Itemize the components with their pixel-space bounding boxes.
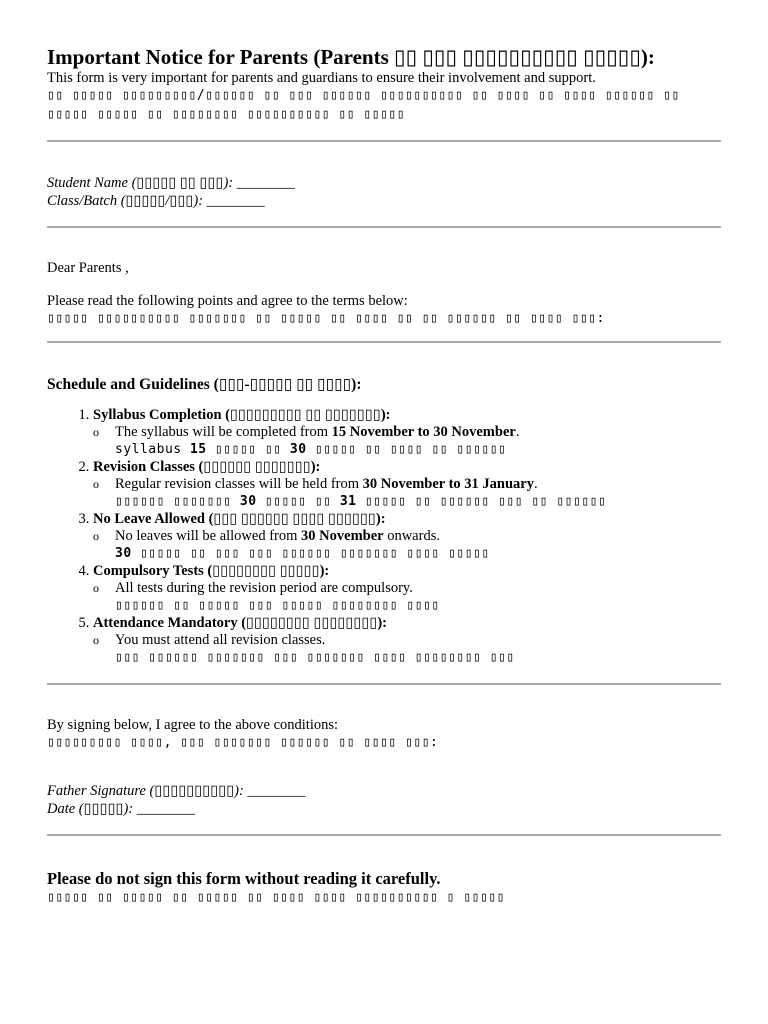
detail-hindi-part: ▯▯▯▯▯▯ ▯▯▯▯▯▯▯ bbox=[115, 494, 240, 509]
intro-hindi-line-1: ▯▯ ▯▯▯▯▯ ▯▯▯▯▯▯▯▯▯/▯▯▯▯▯▯ ▯▯ ▯▯▯ ▯▯▯▯▯▯ ▯▯▯▯▯▯▯▯▯▯ ▯▯ ▯▯▯▯ ▯▯ ▯▯▯▯ ▯▯▯▯▯▯ ▯▯ bbox=[47, 88, 680, 103]
student-name-field[interactable]: Student Name (▯▯▯▯▯ ▯▯ ▯▯▯): ________ bbox=[47, 175, 295, 191]
read-instruction-english: Please read the following points and agree to the terms below: bbox=[47, 293, 408, 309]
intro-hindi-line-2: ▯▯▯▯▯ ▯▯▯▯▯ ▯▯ ▯▯▯▯▯▯▯▯ ▯▯▯▯▯▯▯▯▯▯ ▯▯ ▯▯▯▯▯ bbox=[47, 107, 406, 122]
signature-block bbox=[47, 782, 721, 818]
schedule-item-detail bbox=[115, 424, 721, 459]
detail-hindi-part: syllabus bbox=[115, 442, 190, 457]
detail-english-part: You must attend all revision classes. bbox=[115, 632, 326, 648]
detail-hindi-part: 15 bbox=[189, 442, 207, 457]
schedule-item bbox=[93, 407, 721, 459]
detail-hindi-part: 30 bbox=[239, 494, 257, 509]
detail-hindi-part: ▯▯▯▯▯ ▯▯ ▯▯▯▯ ▯▯ ▯▯▯▯▯▯ bbox=[306, 442, 507, 457]
detail-english-part: No leaves will be allowed from bbox=[115, 528, 302, 544]
detail-english-part: . bbox=[515, 424, 520, 440]
schedule-item-details bbox=[93, 476, 721, 511]
detail-english-part: 30 November to 31 January bbox=[362, 476, 534, 492]
detail-hindi-part: 30 bbox=[115, 546, 132, 561]
detail-english-part: The syllabus will be completed from bbox=[115, 424, 332, 440]
read-instruction-hindi: ▯▯▯▯▯ ▯▯▯▯▯▯▯▯▯▯ ▯▯▯▯▯▯▯ ▯▯ ▯▯▯▯▯ ▯▯ ▯▯▯▯ ▯▯ ▯▯ ▯▯▯▯▯▯ ▯▯ ▯▯▯▯ ▯▯▯: bbox=[47, 311, 605, 326]
detail-english bbox=[115, 580, 721, 597]
class-batch-field[interactable]: Class/Batch (▯▯▯▯▯/▯▯▯): ________ bbox=[47, 193, 265, 209]
schedule-item-detail bbox=[115, 476, 721, 511]
detail-english-part: 15 November to 30 November bbox=[331, 424, 516, 440]
schedule-item-title: Revision Classes (▯▯▯▯▯▯ ▯▯▯▯▯▯▯): bbox=[93, 459, 321, 475]
warning-english: Please do not sign this form without reading it carefully. bbox=[47, 869, 441, 888]
schedule-item-title: Syllabus Completion (▯▯▯▯▯▯▯▯▯ ▯▯ ▯▯▯▯▯▯▯): bbox=[93, 407, 391, 423]
schedule-item-detail bbox=[115, 580, 721, 615]
intro-english: This form is very important for parents and guardians to ensure their involvement and support. bbox=[47, 70, 596, 86]
detail-hindi bbox=[115, 441, 721, 459]
detail-english-part: Regular revision classes will be held from bbox=[115, 476, 363, 492]
agreement-hindi: ▯▯▯▯▯▯▯▯▯ ▯▯▯▯, ▯▯▯ ▯▯▯▯▯▯▯ ▯▯▯▯▯▯ ▯▯ ▯▯▯▯ ▯▯▯: bbox=[47, 735, 439, 750]
schedule-heading: Schedule and Guidelines (▯▯▯-▯▯▯▯▯ ▯▯ ▯▯▯▯): bbox=[47, 376, 362, 393]
detail-hindi bbox=[115, 649, 721, 667]
schedule-list bbox=[47, 407, 721, 667]
warning-hindi: ▯▯▯▯▯ ▯▯ ▯▯▯▯▯ ▯▯ ▯▯▯▯▯ ▯▯ ▯▯▯▯ ▯▯▯▯ ▯▯▯▯▯▯▯▯▯▯ ▯ ▯▯▯▯▯ bbox=[47, 890, 505, 905]
detail-english bbox=[115, 632, 721, 649]
detail-hindi bbox=[115, 545, 721, 563]
schedule-item bbox=[93, 459, 721, 511]
detail-hindi-part: ▯▯▯▯▯ ▯▯ ▯▯▯▯▯▯ ▯▯▯ ▯▯ ▯▯▯▯▯▯ bbox=[356, 494, 607, 509]
schedule-item bbox=[93, 615, 721, 667]
detail-hindi-part: ▯▯▯ ▯▯▯▯▯▯ ▯▯▯▯▯▯▯ ▯▯▯ ▯▯▯▯▯▯▯ ▯▯▯▯ ▯▯▯▯▯▯▯▯ ▯▯▯ bbox=[115, 650, 515, 665]
detail-hindi-part: 31 bbox=[339, 494, 357, 509]
date-field[interactable]: Date (▯▯▯▯▯): ________ bbox=[47, 801, 195, 817]
father-signature-field[interactable]: Father Signature (▯▯▯▯▯▯▯▯▯▯): ________ bbox=[47, 783, 306, 799]
detail-hindi bbox=[115, 493, 721, 511]
detail-english-part: All tests during the revision period are compulsory. bbox=[115, 580, 413, 596]
divider bbox=[47, 341, 721, 343]
schedule-item-details bbox=[93, 424, 721, 459]
schedule-item bbox=[93, 563, 721, 615]
schedule-item-title: Attendance Mandatory (▯▯▯▯▯▯▯▯ ▯▯▯▯▯▯▯▯): bbox=[93, 615, 387, 631]
detail-hindi-part: ▯▯▯▯▯ ▯▯ bbox=[256, 494, 340, 509]
schedule-item-title: No Leave Allowed (▯▯▯ ▯▯▯▯▯▯ ▯▯▯▯ ▯▯▯▯▯▯): bbox=[93, 511, 386, 527]
schedule-item-details bbox=[93, 528, 721, 563]
detail-hindi-part: 30 bbox=[289, 442, 307, 457]
detail-hindi-part: ▯▯▯▯▯▯ ▯▯ ▯▯▯▯▯ ▯▯▯ ▯▯▯▯▯ ▯▯▯▯▯▯▯▯ ▯▯▯▯ bbox=[115, 598, 440, 613]
intro-hindi bbox=[47, 86, 721, 124]
schedule-item-details bbox=[93, 580, 721, 615]
student-info bbox=[47, 174, 721, 210]
agreement-english: By signing below, I agree to the above conditions: bbox=[47, 717, 339, 733]
greeting: Dear Parents , bbox=[47, 260, 129, 276]
divider bbox=[47, 683, 721, 685]
schedule-item-detail bbox=[115, 528, 721, 563]
schedule-item-details bbox=[93, 632, 721, 667]
schedule-item bbox=[93, 511, 721, 563]
divider bbox=[47, 226, 721, 228]
page-title: Important Notice for Parents (Parents ▯▯ ▯▯▯ ▯▯▯▯▯▯▯▯▯▯ ▯▯▯▯▯): bbox=[47, 45, 655, 69]
divider bbox=[47, 834, 721, 836]
detail-english bbox=[115, 424, 721, 441]
detail-hindi-part: ▯▯▯▯▯ ▯▯ bbox=[206, 442, 290, 457]
detail-hindi-part: ▯▯▯▯▯ ▯▯ ▯▯▯ ▯▯▯ ▯▯▯▯▯▯ ▯▯▯▯▯▯▯ ▯▯▯▯ ▯▯▯▯▯ bbox=[131, 546, 490, 561]
detail-hindi bbox=[115, 597, 721, 615]
divider bbox=[47, 140, 721, 142]
detail-english bbox=[115, 476, 721, 493]
schedule-item-detail bbox=[115, 632, 721, 667]
detail-english-part: 30 November bbox=[301, 528, 384, 544]
detail-english-part: onwards. bbox=[383, 528, 440, 544]
detail-english bbox=[115, 528, 721, 545]
detail-english-part: . bbox=[533, 476, 538, 492]
schedule-item-title: Compulsory Tests (▯▯▯▯▯▯▯▯ ▯▯▯▯▯): bbox=[93, 563, 330, 579]
